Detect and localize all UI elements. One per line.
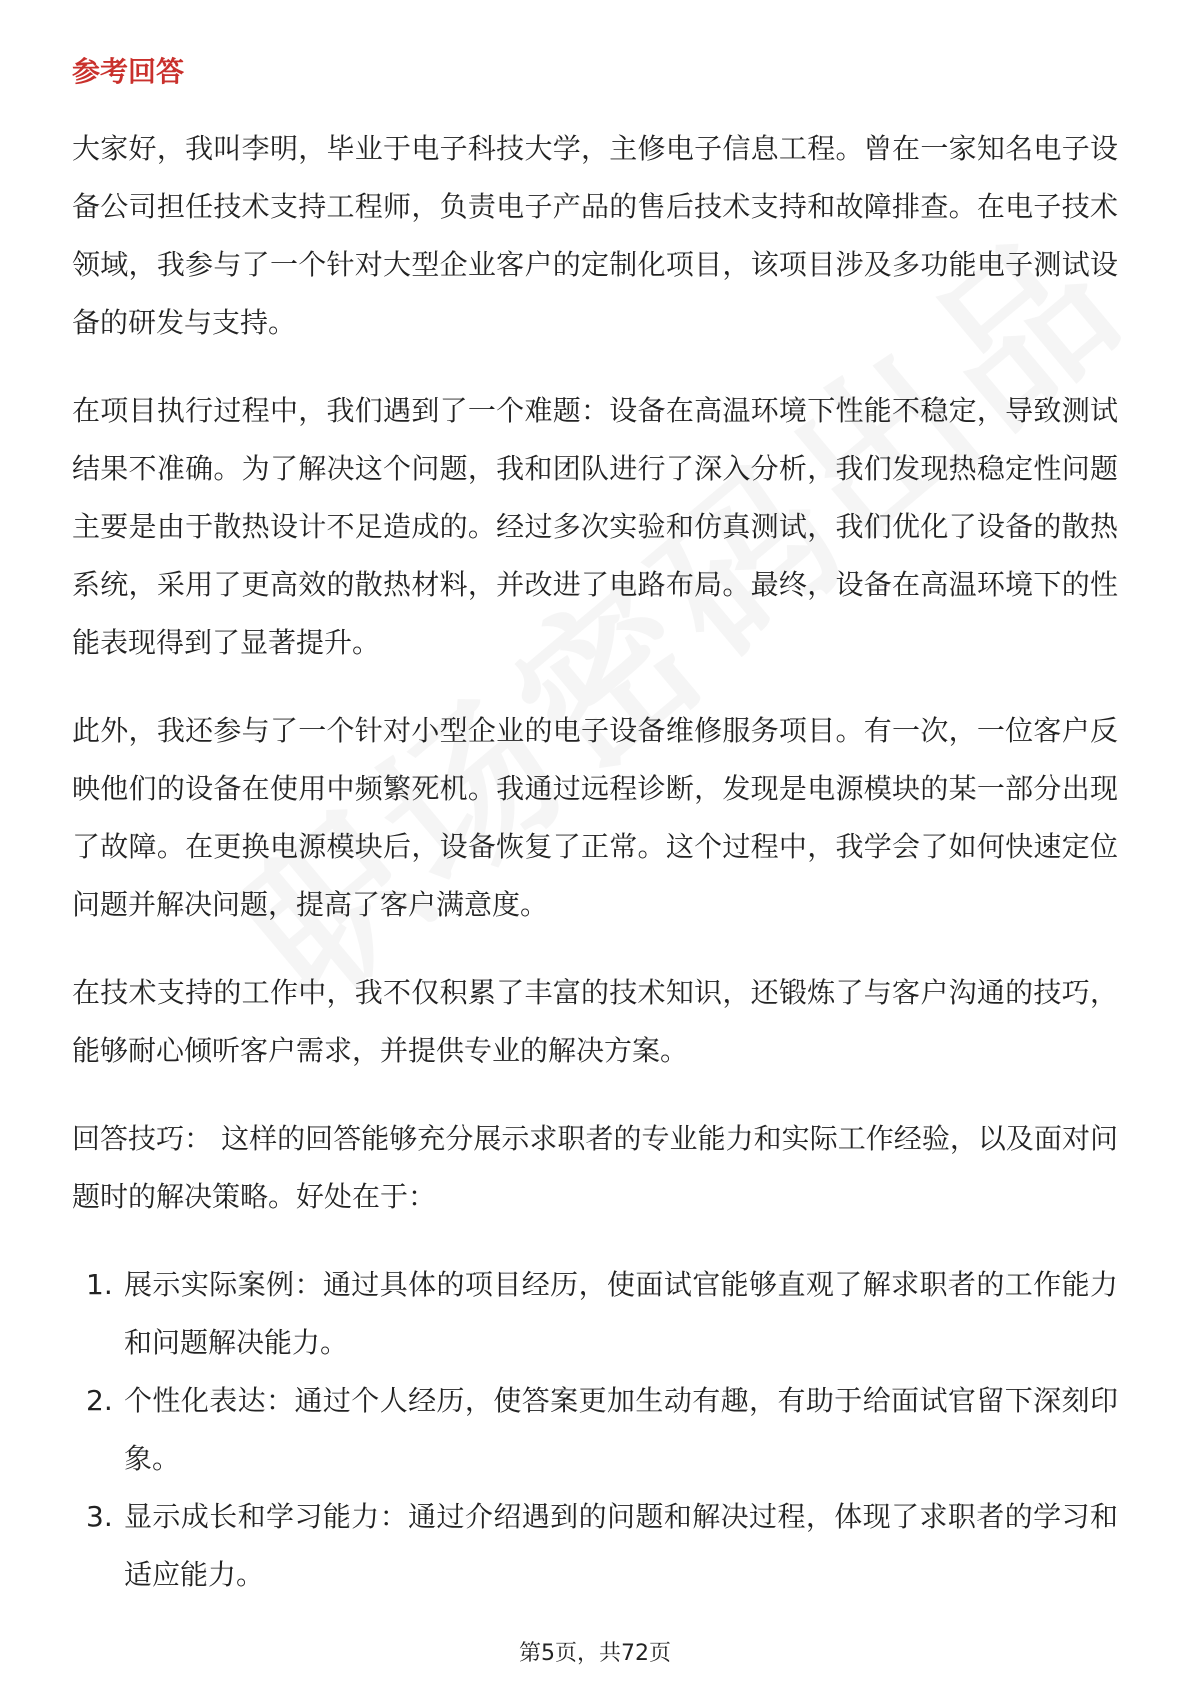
paragraph-tips-intro: 回答技巧： 这样的回答能够充分展示求职者的专业能力和实际工作经验，以及面对问题时的解决策略。好处在于： [72, 1122, 1118, 1213]
list-item-number: 2. [86, 1384, 113, 1417]
paragraph-intro: 大家好，我叫李明，毕业于电子科技大学，主修电子信息工程。曾在一家知名电子设备公司担任技术支持工程师，负责电子产品的售后技术支持和故障排查。在电子技术领域，我参与了一个针对大型企业客户的定制化项目，该项目涉及多功能电子测试设备的研发与支持。 [72, 132, 1118, 339]
section-title: 参考回答 [72, 55, 185, 88]
paragraph-project: 在项目执行过程中，我们遇到了一个难题：设备在高温环境下性能不稳定，导致测试结果不准确。为了解决这个问题，我和团队进行了深入分析，我们发现热稳定性问题主要是由于散热设计不足造成的。经过多次实验和仿真测试，我们优化了设备的散热系统，采用了更高效的散热材料，并改进了电路布局。最终，设备在高温环境下的性能表现得到了显著提升。 [72, 394, 1118, 659]
list-item-text: 个性化表达：通过个人经历，使答案更加生动有趣，有助于给面试官留下深刻印象。 [124, 1384, 1118, 1475]
tips-list [72, 1256, 1118, 1604]
paragraph-maintenance: 此外，我还参与了一个针对小型企业的电子设备维修服务项目。有一次，一位客户反映他们的设备在使用中频繁死机。我通过远程诊断，发现是电源模块的某一部分出现了故障。在更换电源模块后，设备恢复了正常。这个过程中，我学会了如何快速定位问题并解决问题，提高了客户满意度。 [72, 714, 1118, 921]
list-item [72, 1488, 1118, 1604]
list-item-text: 显示成长和学习能力：通过介绍遇到的问题和解决过程，体现了求职者的学习和适应能力。 [124, 1500, 1118, 1591]
document-content [72, 44, 1118, 1604]
list-item-number: 1. [86, 1268, 113, 1301]
paragraph-summary: 在技术支持的工作中，我不仅积累了丰富的技术知识，还锻炼了与客户沟通的技巧，能够耐心倾听客户需求，并提供专业的解决方案。 [72, 976, 1118, 1067]
list-item [72, 1256, 1118, 1372]
list-item [72, 1372, 1118, 1488]
list-item-number: 3. [86, 1500, 113, 1533]
page-number: 第5页，共72页 [519, 1641, 671, 1666]
list-item-text: 展示实际案例：通过具体的项目经历，使面试官能够直观了解求职者的工作能力和问题解决能力。 [124, 1268, 1118, 1359]
